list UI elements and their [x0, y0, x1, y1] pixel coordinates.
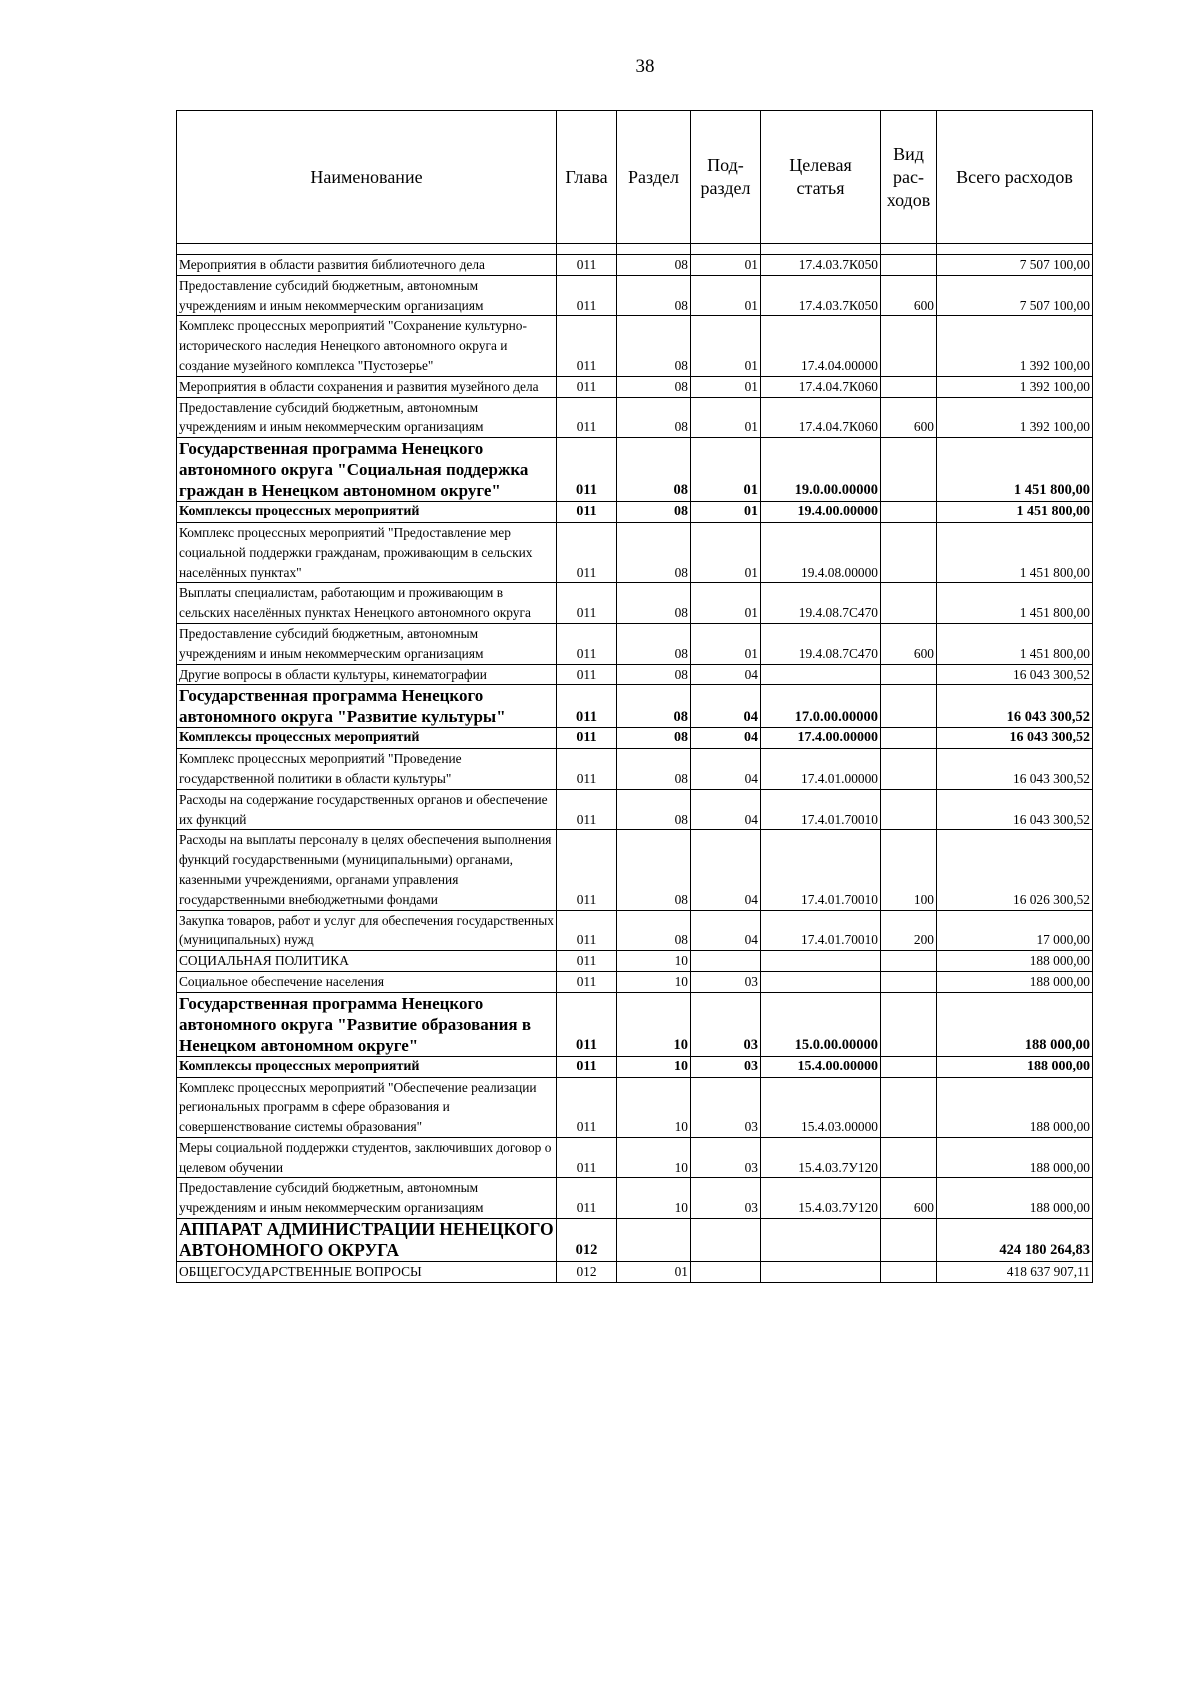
table-row [177, 951, 1093, 972]
cell-article: 17.4.01.70010 [761, 830, 881, 910]
cell-expense-type [881, 951, 937, 972]
table-row [177, 992, 1093, 1056]
cell-name: ОБЩЕГОСУДАРСТВЕННЫЕ ВОПРОСЫ [177, 1262, 557, 1283]
cell-name: Государственная программа Ненецкого автономного округа "Развитие образования в Ненецком автономном округе" [177, 992, 557, 1056]
cell-subsection [691, 1262, 761, 1283]
cell-name: Комплекс процессных мероприятий "Сохранение культурно-исторического наследия Ненецкого автономного округа и создание музейного комплекса "Пустозерье" [177, 316, 557, 376]
cell-subsection [691, 951, 761, 972]
cell-total: 1 451 800,00 [937, 583, 1093, 624]
cell-chapter: 011 [557, 1056, 617, 1077]
cell-total: 17 000,00 [937, 910, 1093, 951]
cell-expense-type [881, 1077, 937, 1137]
cell-name: Закупка товаров, работ и услуг для обеспечения государственных (муниципальных) нужд [177, 910, 557, 951]
cell-total: 1 451 800,00 [937, 438, 1093, 502]
cell-chapter: 011 [557, 951, 617, 972]
header-name: Наименование [177, 111, 557, 244]
cell-article [761, 664, 881, 685]
header-article: Целевая статья [761, 111, 881, 244]
cell-section: 01 [617, 1262, 691, 1283]
cell-expense-type [881, 728, 937, 749]
cell-chapter: 011 [557, 583, 617, 624]
cell-expense-type: 600 [881, 623, 937, 664]
cell-expense-type [881, 664, 937, 685]
cell-chapter: 011 [557, 971, 617, 992]
cell-name: Мероприятия в области развития библиотечного дела [177, 255, 557, 276]
cell-article [761, 951, 881, 972]
cell-total: 1 392 100,00 [937, 397, 1093, 438]
cell-chapter: 011 [557, 438, 617, 502]
cell-total: 424 180 264,83 [937, 1219, 1093, 1262]
cell-chapter: 011 [557, 522, 617, 582]
header-subsection: Под- раздел [691, 111, 761, 244]
cell-total: 7 507 100,00 [937, 255, 1093, 276]
cell-total: 188 000,00 [937, 951, 1093, 972]
cell-total: 16 043 300,52 [937, 789, 1093, 830]
cell-chapter: 012 [557, 1219, 617, 1262]
cell-total: 188 000,00 [937, 1056, 1093, 1077]
cell-total: 1 451 800,00 [937, 623, 1093, 664]
cell-article: 15.4.03.7У120 [761, 1178, 881, 1219]
table-row [177, 438, 1093, 502]
cell-name: Комплексы процессных мероприятий [177, 728, 557, 749]
cell-name: Меры социальной поддержки студентов, заключивших договор о целевом обучении [177, 1137, 557, 1178]
cell-subsection: 01 [691, 376, 761, 397]
cell-total: 418 637 907,11 [937, 1262, 1093, 1283]
cell-expense-type [881, 522, 937, 582]
cell-chapter: 011 [557, 664, 617, 685]
cell-name: Комплекс процессных мероприятий "Обеспечение реализации региональных программ в сфере образования и совершенствование системы образования" [177, 1077, 557, 1137]
cell-total: 188 000,00 [937, 992, 1093, 1056]
cell-chapter: 011 [557, 1178, 617, 1219]
header-section: Раздел [617, 111, 691, 244]
cell-name: Другие вопросы в области культуры, кинематографии [177, 664, 557, 685]
cell-name: Государственная программа Ненецкого автономного округа "Социальная поддержка граждан в Ненецком автономном округе" [177, 438, 557, 502]
cell-total: 16 043 300,52 [937, 728, 1093, 749]
cell-subsection: 04 [691, 685, 761, 728]
cell-section: 08 [617, 502, 691, 523]
cell-subsection: 03 [691, 992, 761, 1056]
cell-name: Выплаты специалистам, работающим и проживающим в сельских населённых пунктах Ненецкого автономного округа [177, 583, 557, 624]
cell-subsection: 04 [691, 910, 761, 951]
cell-expense-type [881, 1262, 937, 1283]
table-row [177, 910, 1093, 951]
cell-total: 188 000,00 [937, 1137, 1093, 1178]
cell-expense-type [881, 1219, 937, 1262]
cell-article [761, 1262, 881, 1283]
cell-name: АППАРАТ АДМИНИСТРАЦИИ НЕНЕЦКОГО АВТОНОМНОГО ОКРУГА [177, 1219, 557, 1262]
cell-article: 19.0.00.00000 [761, 438, 881, 502]
cell-section: 08 [617, 728, 691, 749]
cell-subsection: 01 [691, 316, 761, 376]
table-row [177, 623, 1093, 664]
cell-chapter: 011 [557, 789, 617, 830]
cell-subsection: 03 [691, 1178, 761, 1219]
cell-subsection: 01 [691, 255, 761, 276]
table-row [177, 316, 1093, 376]
cell-article: 19.4.08.7С470 [761, 583, 881, 624]
cell-chapter: 011 [557, 376, 617, 397]
table-row [177, 1137, 1093, 1178]
cell-subsection: 04 [691, 728, 761, 749]
cell-subsection: 01 [691, 623, 761, 664]
cell-chapter: 011 [557, 685, 617, 728]
table-header-row [177, 111, 1093, 244]
cell-article: 19.4.08.7С470 [761, 623, 881, 664]
cell-subsection: 04 [691, 749, 761, 790]
cell-total: 188 000,00 [937, 971, 1093, 992]
cell-article: 17.0.00.00000 [761, 685, 881, 728]
table-row [177, 685, 1093, 728]
cell-expense-type [881, 438, 937, 502]
cell-article: 17.4.03.7К050 [761, 275, 881, 316]
cell-article: 17.4.01.70010 [761, 910, 881, 951]
table-row [177, 502, 1093, 523]
header-spacer-row [177, 244, 1093, 255]
budget-table [176, 110, 1093, 1283]
cell-chapter: 011 [557, 623, 617, 664]
cell-name: Предоставление субсидий бюджетным, автономным учреждениям и иным некоммерческим организациям [177, 275, 557, 316]
cell-subsection: 01 [691, 522, 761, 582]
cell-total: 1 392 100,00 [937, 316, 1093, 376]
cell-expense-type [881, 992, 937, 1056]
cell-name: Мероприятия в области сохранения и развития музейного дела [177, 376, 557, 397]
cell-expense-type [881, 971, 937, 992]
cell-name: СОЦИАЛЬНАЯ ПОЛИТИКА [177, 951, 557, 972]
cell-section: 08 [617, 255, 691, 276]
cell-chapter: 011 [557, 830, 617, 910]
table-row [177, 664, 1093, 685]
cell-name: Комплексы процессных мероприятий [177, 1056, 557, 1077]
cell-section: 08 [617, 789, 691, 830]
cell-chapter: 011 [557, 255, 617, 276]
cell-section: 08 [617, 438, 691, 502]
cell-expense-type [881, 685, 937, 728]
cell-name: Комплексы процессных мероприятий [177, 502, 557, 523]
cell-article: 17.4.04.7К060 [761, 376, 881, 397]
cell-subsection: 01 [691, 397, 761, 438]
cell-subsection: 01 [691, 438, 761, 502]
cell-section: 08 [617, 664, 691, 685]
cell-article: 19.4.00.00000 [761, 502, 881, 523]
cell-chapter: 011 [557, 1077, 617, 1137]
cell-subsection: 04 [691, 789, 761, 830]
cell-section: 10 [617, 1137, 691, 1178]
table-body [177, 244, 1093, 1283]
cell-name: Расходы на выплаты персоналу в целях обеспечения выполнения функций государственными (муниципальными) органами, казенными учреждениями, органами управления государственными внебюджетными фондами [177, 830, 557, 910]
cell-article: 17.4.00.00000 [761, 728, 881, 749]
cell-expense-type [881, 1056, 937, 1077]
cell-total: 16 026 300,52 [937, 830, 1093, 910]
header-expense-type: Вид рас- ходов [881, 111, 937, 244]
cell-total: 16 043 300,52 [937, 664, 1093, 685]
cell-name: Комплекс процессных мероприятий "Проведение государственной политики в области культуры" [177, 749, 557, 790]
cell-chapter: 011 [557, 275, 617, 316]
table-row [177, 583, 1093, 624]
cell-section: 08 [617, 522, 691, 582]
cell-subsection: 03 [691, 1056, 761, 1077]
cell-section: 10 [617, 1178, 691, 1219]
cell-name: Государственная программа Ненецкого автономного округа "Развитие культуры" [177, 685, 557, 728]
cell-total: 7 507 100,00 [937, 275, 1093, 316]
cell-subsection: 04 [691, 830, 761, 910]
cell-article [761, 971, 881, 992]
cell-expense-type: 100 [881, 830, 937, 910]
cell-article: 17.4.04.7К060 [761, 397, 881, 438]
cell-subsection: 01 [691, 275, 761, 316]
table-row [177, 728, 1093, 749]
table-row [177, 789, 1093, 830]
table-row [177, 1219, 1093, 1262]
cell-expense-type [881, 255, 937, 276]
cell-section: 08 [617, 583, 691, 624]
cell-expense-type [881, 316, 937, 376]
cell-section: 08 [617, 830, 691, 910]
cell-chapter: 011 [557, 749, 617, 790]
table-row [177, 522, 1093, 582]
cell-total: 1 392 100,00 [937, 376, 1093, 397]
cell-article: 15.4.03.00000 [761, 1077, 881, 1137]
cell-total: 1 451 800,00 [937, 522, 1093, 582]
cell-article: 15.4.00.00000 [761, 1056, 881, 1077]
cell-subsection: 01 [691, 502, 761, 523]
cell-subsection: 04 [691, 664, 761, 685]
cell-chapter: 011 [557, 397, 617, 438]
cell-section: 10 [617, 951, 691, 972]
cell-article: 17.4.04.00000 [761, 316, 881, 376]
cell-subsection: 03 [691, 971, 761, 992]
cell-section: 10 [617, 1077, 691, 1137]
cell-chapter: 011 [557, 910, 617, 951]
cell-expense-type [881, 502, 937, 523]
cell-expense-type: 600 [881, 275, 937, 316]
cell-subsection: 01 [691, 583, 761, 624]
cell-expense-type: 200 [881, 910, 937, 951]
cell-chapter: 011 [557, 1137, 617, 1178]
cell-name: Социальное обеспечение населения [177, 971, 557, 992]
cell-expense-type: 600 [881, 397, 937, 438]
table-row [177, 397, 1093, 438]
cell-article: 17.4.01.00000 [761, 749, 881, 790]
cell-subsection: 03 [691, 1137, 761, 1178]
cell-name: Предоставление субсидий бюджетным, автономным учреждениям и иным некоммерческим организациям [177, 397, 557, 438]
cell-section: 08 [617, 685, 691, 728]
cell-subsection [691, 1219, 761, 1262]
cell-total: 16 043 300,52 [937, 685, 1093, 728]
cell-section: 08 [617, 910, 691, 951]
cell-section: 10 [617, 1056, 691, 1077]
cell-article: 15.4.03.7У120 [761, 1137, 881, 1178]
cell-expense-type [881, 376, 937, 397]
table-row [177, 830, 1093, 910]
cell-expense-type [881, 1137, 937, 1178]
cell-subsection: 03 [691, 1077, 761, 1137]
page-number: 38 [635, 56, 655, 77]
cell-name: Предоставление субсидий бюджетным, автономным учреждениям и иным некоммерческим организациям [177, 623, 557, 664]
cell-expense-type: 600 [881, 1178, 937, 1219]
table-row [177, 275, 1093, 316]
cell-chapter: 011 [557, 992, 617, 1056]
cell-total: 1 451 800,00 [937, 502, 1093, 523]
cell-article: 17.4.01.70010 [761, 789, 881, 830]
table-row [177, 1077, 1093, 1137]
cell-expense-type [881, 583, 937, 624]
cell-section: 08 [617, 376, 691, 397]
header-chapter: Глава [557, 111, 617, 244]
cell-section: 10 [617, 971, 691, 992]
cell-section: 10 [617, 992, 691, 1056]
cell-chapter: 011 [557, 502, 617, 523]
table-row [177, 1262, 1093, 1283]
cell-section: 08 [617, 275, 691, 316]
table-row [177, 1178, 1093, 1219]
cell-chapter: 011 [557, 316, 617, 376]
cell-article: 19.4.08.00000 [761, 522, 881, 582]
table-row [177, 749, 1093, 790]
cell-total: 188 000,00 [937, 1178, 1093, 1219]
cell-section [617, 1219, 691, 1262]
table-row [177, 255, 1093, 276]
table-row [177, 376, 1093, 397]
cell-article: 15.0.00.00000 [761, 992, 881, 1056]
header-total: Всего расходов [937, 111, 1093, 244]
cell-article [761, 1219, 881, 1262]
cell-chapter: 012 [557, 1262, 617, 1283]
cell-section: 08 [617, 316, 691, 376]
cell-total: 16 043 300,52 [937, 749, 1093, 790]
cell-expense-type [881, 789, 937, 830]
table-row [177, 1056, 1093, 1077]
cell-article: 17.4.03.7К050 [761, 255, 881, 276]
cell-name: Предоставление субсидий бюджетным, автономным учреждениям и иным некоммерческим организациям [177, 1178, 557, 1219]
cell-section: 08 [617, 623, 691, 664]
cell-expense-type [881, 749, 937, 790]
cell-section: 08 [617, 397, 691, 438]
cell-total: 188 000,00 [937, 1077, 1093, 1137]
cell-name: Расходы на содержание государственных органов и обеспечение их функций [177, 789, 557, 830]
cell-name: Комплекс процессных мероприятий "Предоставление мер социальной поддержки гражданам, проживающим в сельских населённых пунктах" [177, 522, 557, 582]
cell-section: 08 [617, 749, 691, 790]
table-row [177, 971, 1093, 992]
cell-chapter: 011 [557, 728, 617, 749]
